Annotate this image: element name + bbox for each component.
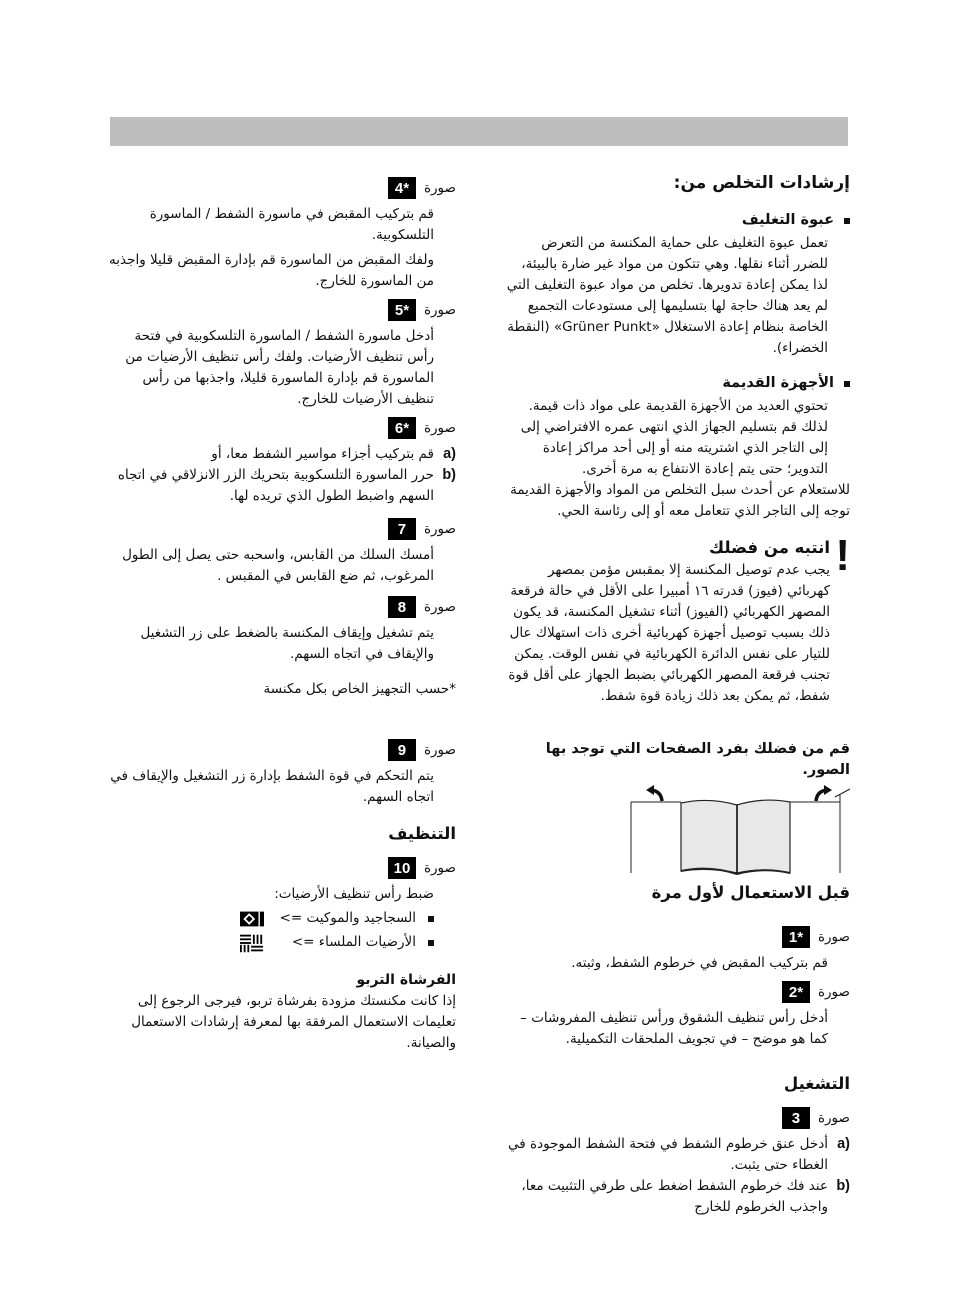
footnote: *حسب التجهيز الخاص بكل مكنسة	[263, 681, 456, 697]
figure-3	[505, 1106, 850, 1218]
turbo-brush-text: إذا كانت مكنستك مزودة بفرشاة تربو، فيرجى الرجوع إلى تعليمات الاستعمال المرفقة بها لمعرفة إرشادات الاستعمال والصيانة.	[131, 993, 456, 1051]
step-b: b) حرر الماسورة التلسكوبية بتحريك الزر الانزلاقي في اتجاه السهم واضبط الطول الذي تريده لها.	[117, 467, 456, 504]
figure-4	[108, 176, 456, 292]
left-column	[108, 170, 456, 1054]
warning-box	[505, 531, 850, 707]
figure-4-text-2: ولفك المقبض من الماسورة قم بإدارة المقبض قليلا واجذبه من الماسورة للخارج.	[109, 252, 434, 289]
bullet-icon	[844, 218, 850, 224]
figure-7	[108, 517, 456, 587]
figure-number-badge: *4	[388, 177, 416, 199]
open-book-icon	[505, 785, 850, 875]
figure-label: صورة	[423, 419, 456, 436]
figure-8	[108, 595, 456, 665]
figure-number-badge: 9	[388, 739, 416, 761]
header-bar	[110, 117, 848, 146]
figure-10	[108, 856, 456, 953]
figure-2	[505, 980, 850, 1050]
figure-5	[108, 298, 456, 410]
bullet-icon	[428, 940, 434, 946]
hard-floor-setting-icon	[240, 934, 264, 952]
figure-9	[108, 738, 456, 808]
unfold-pages-illustration	[505, 785, 850, 875]
figure-2-text: أدخل رأس تنظيف الشقوق ورأس تنظيف المفروشات – كما هو موضح – في تجويف الملحقات التكميلية.	[520, 1010, 828, 1047]
figure-label: صورة	[817, 983, 850, 1000]
step-a: a) قم بتركيب أجزاء مواسير الشفط معا، أو	[211, 446, 456, 462]
carpet-setting-icon	[240, 910, 264, 928]
operation-title: التشغيل	[783, 1074, 850, 1093]
figure-number-badge: 8	[388, 596, 416, 618]
turbo-brush-title: الفرشاة التربو	[356, 972, 456, 988]
figure-label: صورة	[423, 179, 456, 196]
floor-head-intro: ضبط رأس تنظيف الأرضيات:	[274, 886, 434, 902]
hard-floor-setting-row: الأرضيات الملساء =>	[108, 932, 456, 953]
figure-8-text: يتم تشغيل وإيقاف المكنسة بالضغط على زر التشغيل والإيقاف في اتجاه السهم.	[140, 625, 434, 662]
disposal-title: إرشادات التخلص من:	[673, 173, 850, 193]
old-devices-text: تحتوي العديد من الأجهزة القديمة على مواد ذات قيمة. لذلك قم بتسليم الجهاز الذي انتهى عمره الافتراضي إلى إلى التاجر الذي اشتريته منه أو إلى أحد مراكز إعادة التدوير؛ حتى يتم إعادة الانتفاع به مرة أخرى.	[520, 398, 828, 477]
figure-number-badge: 10	[388, 857, 416, 879]
figure-number-badge: 3	[782, 1107, 810, 1129]
packaging-title: عبوة التغليف	[741, 212, 834, 228]
exclamation-icon: !	[835, 531, 850, 580]
right-column	[505, 170, 850, 1218]
carpet-setting-row: السجاجيد والموكيت =>	[108, 908, 456, 929]
figure-1-text: قم بتركيب المقبض في خرطوم الشفط، وثبته.	[571, 955, 828, 971]
figure-number-badge: *5	[388, 299, 416, 321]
old-devices-extra: للاستعلام عن أحدث سبل التخلص من المواد والأجهزة القديمة توجه إلى التاجر الذي تتعامل معه أو إلى رئاسة الحي.	[510, 482, 850, 519]
cleaning-title: التنظيف	[388, 824, 456, 843]
first-use-title: قبل الاستعمال لأول مرة	[651, 883, 850, 902]
figure-label: صورة	[423, 520, 456, 537]
figure-5-text: أدخل ماسورة الشفط / الماسورة التلسكوبية في فتحة رأس تنظيف الأرضيات. ولفك رأس تنظيف الأرضيات من الماسورة قم بإدارة الماسورة قليلا، واجذبها من رأس تنظيف الأرضيات للخارج.	[125, 328, 434, 407]
figure-9-text: يتم التحكم في قوة الشفط بإدارة زر التشغيل والإيقاف في اتجاه السهم.	[110, 768, 434, 805]
step-a: a) أدخل عنق خرطوم الشفط في فتحة الشفط الموجودة في الغطاء حتى يثبت.	[508, 1136, 850, 1173]
figure-7-text: أمسك السلك من القابس، واسحبه حتى يصل إلى الطول المرغوب، ثم ضع القابس في المقبس .	[122, 547, 434, 584]
figure-number-badge: *6	[388, 417, 416, 439]
turbo-brush-section	[108, 970, 456, 1054]
figure-4-text-1: قم بتركيب المقبض في ماسورة الشفط / الماسورة التلسكوبية.	[149, 206, 434, 243]
figure-label: صورة	[423, 301, 456, 318]
warning-text: يجب عدم توصيل المكنسة إلا بمقبس مؤمن بمصهر كهربائي (فيوز) قدرته ١٦ أمبيرا على الأقل في حالة فرقعة المصهر الكهربائي (الفيوز) أثناء تشغيل المكنسة، قد يكون ذلك بسبب توصيل أجهزة كهربائية أخرى ذات استهلاك عال للتيار على نفس الدائرة الكهربائية في نفس الوقت. يمكن تجنب فرقعة المصهر الكهربائي بضبط الجهاز على أقل قوة شفط، ثم يمكن بعد ذلك زيادة قوة شفط.	[508, 562, 830, 704]
figure-6	[108, 416, 456, 507]
old-devices-section	[505, 373, 850, 522]
figure-label: صورة	[423, 859, 456, 876]
figure-label: صورة	[423, 598, 456, 615]
figure-label: صورة	[817, 1109, 850, 1126]
unfold-note: قم من فضلك بفرد الصفحات التي توجد بها الصور.	[545, 741, 850, 778]
packaging-section	[505, 210, 850, 359]
figure-number-badge: 7	[388, 518, 416, 540]
warning-title: انتبه من فضلك	[708, 538, 830, 557]
step-b: b) عند فك خرطوم الشفط اضغط على طرفي التثبيت معا، واجذب الخرطوم للخارج	[521, 1178, 850, 1215]
figure-1	[505, 925, 850, 974]
figure-label: صورة	[817, 928, 850, 945]
bullet-icon	[844, 381, 850, 387]
figure-label: صورة	[423, 741, 456, 758]
old-devices-title: الأجهزة القديمة	[722, 375, 834, 391]
packaging-text: تعمل عبوة التغليف على حماية المكنسة من التعرض للضرر أثناء نقلها. وهي تتكون من مواد غير ضارة بالبيئة، لذا يمكن إعادة تدويرها. تخلص من مواد عبوة التغليف التي لم يعد هناك حاجة لها بتسليمها إلى مستودعات التجميع الخاصة بنظام إعادة الاستغلال «Grüner Punkt» (النقطة الخضراء).	[506, 235, 828, 356]
figure-number-badge: *1	[782, 926, 810, 948]
figure-number-badge: *2	[782, 981, 810, 1003]
bullet-icon	[428, 916, 434, 922]
